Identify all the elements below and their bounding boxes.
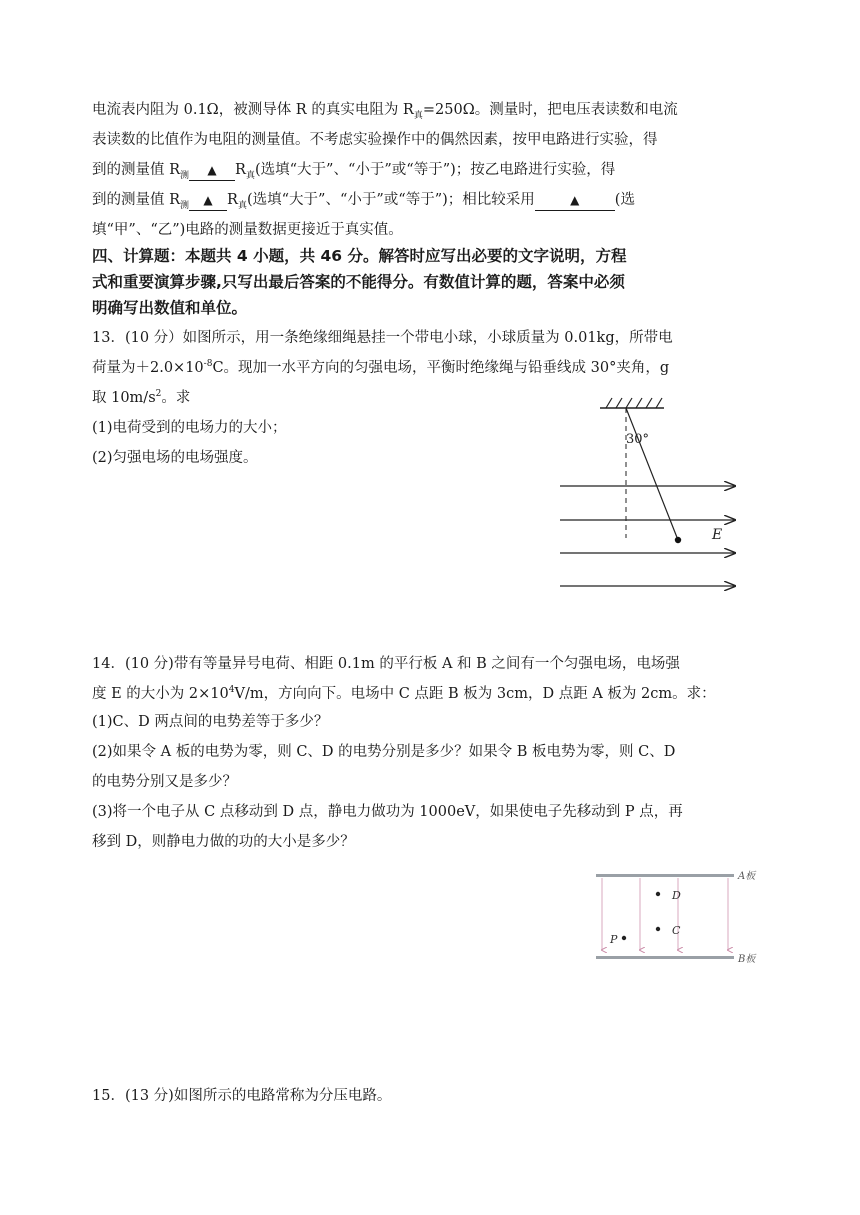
intro-line-1 xyxy=(92,100,678,122)
point-d-label: D xyxy=(672,889,681,902)
subscript: 测 xyxy=(180,201,190,211)
intro-text: (选填“大于”、“小于”或“等于”)；相比较采用 xyxy=(246,192,535,208)
q14-part-1: (1)C、D 两点间的电势差等于多少？ xyxy=(92,714,329,730)
intro-line-4 xyxy=(92,190,635,212)
answer-blank[interactable] xyxy=(189,190,227,211)
triangle-mark-icon: ▲ xyxy=(570,193,580,207)
q14-part-2b: 的电势分别又是多少？ xyxy=(92,774,237,790)
intro-text: (选填“大于”、“小于”或“等于”)；按乙电路进行实验，得 xyxy=(254,162,616,178)
subscript: 真 xyxy=(245,171,255,181)
intro-text: 到的测量值 R xyxy=(92,192,181,208)
subscript: 真 xyxy=(237,201,247,211)
q14-text: V/m，方向向下。电场中 C 点距 B 板为 3cm，D 点距 A 板为 2cm。求： xyxy=(234,686,716,702)
triangle-mark-icon: ▲ xyxy=(207,163,217,177)
section-heading: 四、计算题：本题共 4 小题，共 46 分。解答时应写出必要的文字说明，方程 xyxy=(92,247,627,265)
intro-text: R xyxy=(235,162,246,178)
charged-ball xyxy=(675,537,681,543)
superscript: -8 xyxy=(203,359,213,369)
q14-line-1: 14．(10 分)带有等量异号电荷、相距 0.1m 的平行板 A 和 B 之间有一个匀强电场，电场强 xyxy=(92,656,680,672)
section-heading: 明确写出数值和单位。 xyxy=(92,299,248,317)
point-p-label: P xyxy=(610,933,618,946)
q13-text: 荷量为＋2.0×10 xyxy=(92,360,204,376)
q14-part-2a: (2)如果令 A 板的电势为零，则 C、D 的电势分别是多少？如果令 B 板电势为零，则 C、D xyxy=(92,744,676,760)
q14-part-3b: 移到 D，则静电力做的功的大小是多少？ xyxy=(92,834,355,850)
q13-line-3 xyxy=(92,388,190,410)
intro-text: 到的测量值 R xyxy=(92,162,181,178)
triangle-mark-icon: ▲ xyxy=(203,193,213,207)
field-label: E xyxy=(712,527,723,543)
section-heading: 式和重要演算步骤,只写出最后答案的不能得分。有数值计算的题，答案中必须 xyxy=(92,273,625,291)
intro-text: =250Ω。测量时，把电压表读数和电流 xyxy=(422,102,678,118)
q13-line-1: 13．(10 分）如图所示，用一条绝缘细绳悬挂一个带电小球，小球质量为 0.01kg，所带电 xyxy=(92,330,673,346)
q14-part-3a: (3)将一个电子从 C 点移动到 D 点，静电力做功为 1000eV，如果使电子先移动到 P 点，再 xyxy=(92,804,683,820)
intro-text: 电流表内阻为 0.1Ω，被测导体 R 的真实电阻为 R xyxy=(92,102,414,118)
intro-text: 表读数的比值作为电阻的测量值。不考虑实验操作中的偶然因素，按甲电路进行实验，得 xyxy=(92,132,658,148)
q13-part-2: (2)匀强电场的电场强度。 xyxy=(92,450,258,466)
point-c-label: C xyxy=(672,924,681,937)
q13-figure xyxy=(550,390,750,600)
q14-line-2 xyxy=(92,684,716,706)
q13-text: 取 10m/s xyxy=(92,390,156,406)
intro-text: (选 xyxy=(614,192,635,208)
subscript: 真 xyxy=(413,111,423,121)
q14-text: 度 E 的大小为 2×10 xyxy=(92,686,229,702)
q13-text: C。现加一水平方向的匀强电场，平衡时绝缘绳与铅垂线成 30°夹角，g xyxy=(212,360,670,376)
point-p-dot xyxy=(622,936,626,940)
answer-blank[interactable] xyxy=(189,160,235,181)
superscript: 4 xyxy=(228,685,235,695)
intro-line-2 xyxy=(92,130,658,150)
plate-b-label: B板 xyxy=(738,954,756,965)
q13-line-2 xyxy=(92,358,669,380)
intro-text: 填“甲”、“乙”)电路的测量数据更接近于真实值。 xyxy=(92,222,403,238)
q15-line-1: 15．(13 分)如图所示的电路常称为分压电路。 xyxy=(92,1088,392,1104)
intro-line-5 xyxy=(92,220,403,240)
point-c-dot xyxy=(656,927,660,931)
ceiling-support xyxy=(600,398,664,408)
plate-b xyxy=(596,956,734,959)
q13-text: 。求 xyxy=(161,390,191,406)
q14-figure xyxy=(590,862,780,972)
answer-blank[interactable] xyxy=(535,190,615,211)
plate-a-label: A板 xyxy=(738,871,756,882)
plate-a xyxy=(596,874,734,877)
subscript: 测 xyxy=(180,171,190,181)
q13-part-1: (1)电荷受到的电场力的大小； xyxy=(92,420,287,436)
intro-line-3 xyxy=(92,160,615,182)
intro-text: R xyxy=(227,192,238,208)
angle-label: 30° xyxy=(626,432,650,447)
point-d-dot xyxy=(656,892,660,896)
superscript: 2 xyxy=(155,389,162,399)
